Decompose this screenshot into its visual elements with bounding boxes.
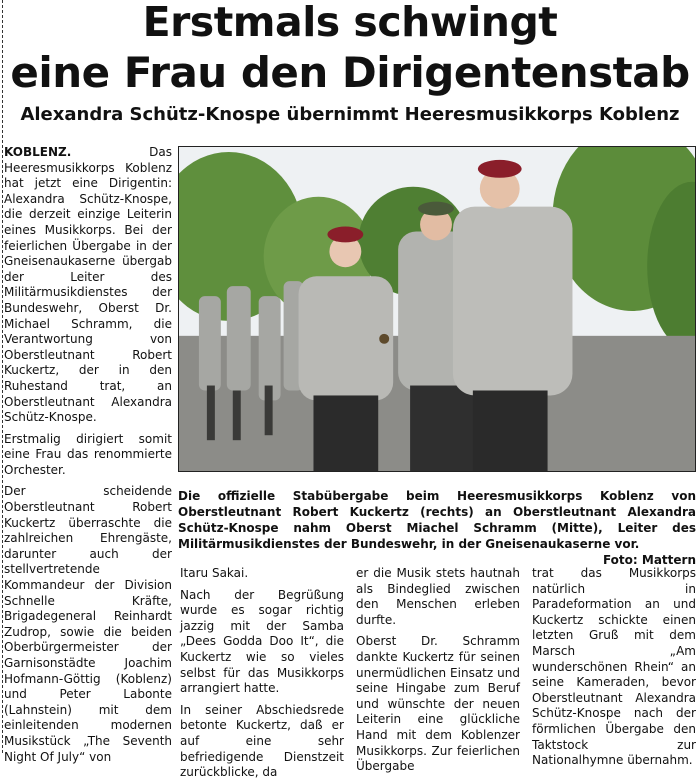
photo-caption xyxy=(178,488,696,568)
article-paragraph: Erstmalig dirigiert somit eine Frau das renommierte Orchester. xyxy=(4,431,172,477)
headline-line-1: Erstmals schwingt xyxy=(142,0,558,46)
caption-text: Die offizielle Stabübergabe beim Heeresmusikkorps Koblenz von Oberstleutnant Robert Kuckertz (rechts) an Oberstleutnant Alexandra Schütz-Knospe nahm Oberst Miachel Schramm (Mitte), Leiter des Militärmusikdienstes der Bundeswehr, in der Gneisenaukaserne vor. xyxy=(178,489,696,551)
article-column-3 xyxy=(356,566,520,775)
photo-baton-handover xyxy=(379,334,389,344)
article-photo xyxy=(178,146,696,472)
dateline: KOBLENZ. xyxy=(4,145,72,159)
article-column-1 xyxy=(4,145,172,765)
article-paragraph: Oberst Dr. Schramm dankte Kuckertz für seinen unermüdlichen Einsatz und seine Hingabe zum Beruf und wünschte der neuen Leiterin eine glückliche Hand mit dem Koblenzer Musikkorps. Zur feierlichen Übergabe xyxy=(356,634,520,774)
article-paragraph: Der scheidende Oberstleutnant Robert Kuckertz überraschte die zahlreichen Ehrengäste, darunter auch der stellvertretende Kommandeur der Division Schnelle Kräfte, Brigadegeneral Reinhardt Zudrop, sowie die beiden Oberbürgermeister der Garnisonstädte Joachim Hofmann-Göttig (Koblenz) und Peter Labonte (Lahnstein) mit dem einleitenden modernen Musikstück „The Seventh Night Of July“ von xyxy=(4,484,172,764)
article-column-2 xyxy=(180,566,344,781)
article-paragraph: trat das Musikkorps natürlich in Paradeformation an und Kuckertz schickte einen letzten Gruß mit dem Marsch „Am wunderschönen Rhein“ an seine Kameraden, bevor Oberstleutnant Alexandra Schütz-Knospe nach der förmlichen Übergabe den Taktstock zur Nationalhymne übernahm. xyxy=(532,566,696,768)
article-column-4 xyxy=(532,566,696,769)
photo-credit: Foto: Mattern xyxy=(602,553,696,567)
photo-illustration xyxy=(179,147,695,471)
article-paragraph: Itaru Sakai. xyxy=(180,566,249,580)
article-paragraph xyxy=(4,145,172,426)
article-paragraph: In seiner Abschiedsrede betonte Kuckertz, daß er auf eine sehr befriedigende Dienstzeit zurückblicke, da xyxy=(180,702,344,780)
headline-line-2: eine Frau den Dirigentenstab xyxy=(10,48,690,97)
article-paragraph: er die Musik stets hautnah als Bindeglied zwischen den Menschen erleben durfte. xyxy=(356,566,520,627)
subheadline: Alexandra Schütz-Knospe übernimmt Heeresmusikkorps Koblenz xyxy=(20,104,680,125)
paragraph-text: Das Heeresmusikkorps Koblenz hat jetzt eine Dirigentin: Alexandra Schütz-Knospe, die derzeit einzige Leiterin eines Musikkorps. Bei der feierlichen Übergabe in der Gneisenaukaserne übergab der Leiter des Militärmusikdienstes der Bundeswehr, Oberst Dr. Michael Schramm, die Verantwortung von Oberstleutnant Robert Kuckertz, der in den Ruhestand trat, an Oberstleutnant Alexandra Schütz-Knospe. xyxy=(4,145,172,425)
article-paragraph: Nach der Begrüßung wurde es sogar richtig jazzig mit der Samba „Dees Godda Doo It“, die Kuckertz wie so vieles selbst für das Musikkorps arrangiert hatte. xyxy=(180,587,344,696)
